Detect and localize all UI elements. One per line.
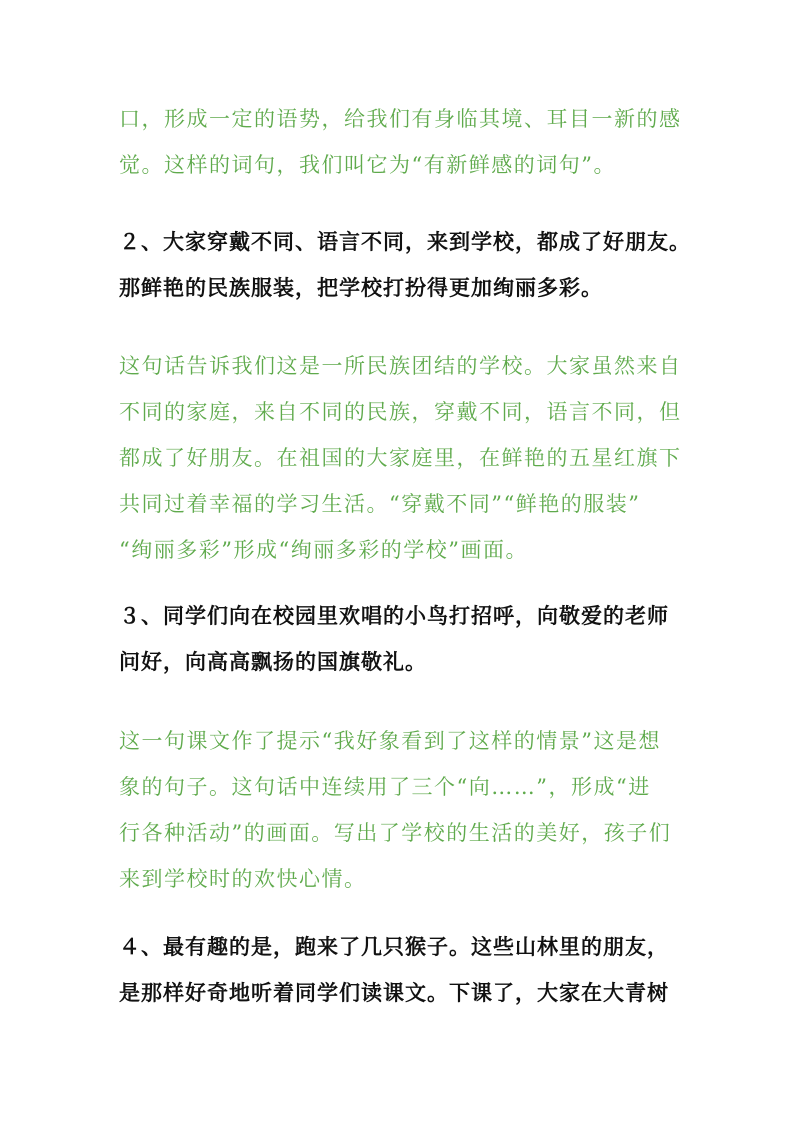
quoted-sentence-2: [119, 219, 691, 311]
explanation-paragraph: [119, 343, 682, 573]
quoted-sentence-3: [119, 593, 679, 685]
text-line: ２、大家穿戴不同、语言不同，来到学校，都成了好朋友。: [119, 230, 691, 254]
text-line: 来到学校时的欢快心情。: [119, 867, 367, 891]
quoted-sentence-4: [119, 924, 679, 1016]
text-line: 都成了好朋友。在祖国的大家庭里，在鲜艳的五星红旗下: [119, 446, 682, 470]
text-line: 是那样好奇地听着同学们读课文。下课了，大家在大青树: [119, 981, 669, 1005]
explanation-paragraph: [119, 96, 682, 188]
text-line: 问好，向高高飘扬的国旗敬礼。: [119, 650, 427, 674]
text-line: 觉。这样的词句，我们叫它为“有新鲜感的词句”。: [119, 153, 616, 177]
text-line: 不同的家庭，来自不同的民族，穿戴不同，语言不同，但: [119, 400, 682, 424]
text-line: 这一句课文作了提示“我好象看到了这样的情景”这是想: [119, 729, 661, 753]
text-line: 这句话告诉我们这是一所民族团结的学校。大家虽然来自: [119, 354, 682, 378]
text-line: 象的句子。这句话中连续用了三个“向……”，形成“进: [119, 775, 651, 799]
text-line: 那鲜艳的民族服装，把学校打扮得更加绚丽多彩。: [119, 276, 603, 300]
text-line: 行各种活动”的画面。写出了学校的生活的美好，孩子们: [119, 821, 672, 845]
text-line: 口，形成一定的语势，给我们有身临其境、耳目一新的感: [119, 107, 682, 131]
text-line: ３、同学们向在校园里欢唱的小鸟打招呼，向敬爱的老师: [119, 604, 669, 628]
text-line: ４、最有趣的是，跑来了几只猴子。这些山林里的朋友，: [119, 935, 669, 959]
text-line: “绚丽多彩”形成“绚丽多彩的学校”画面。: [119, 538, 528, 562]
text-line: 共同过着幸福的学习生活。“穿戴不同”“鲜艳的服装”: [119, 492, 641, 516]
explanation-paragraph: [119, 718, 679, 902]
